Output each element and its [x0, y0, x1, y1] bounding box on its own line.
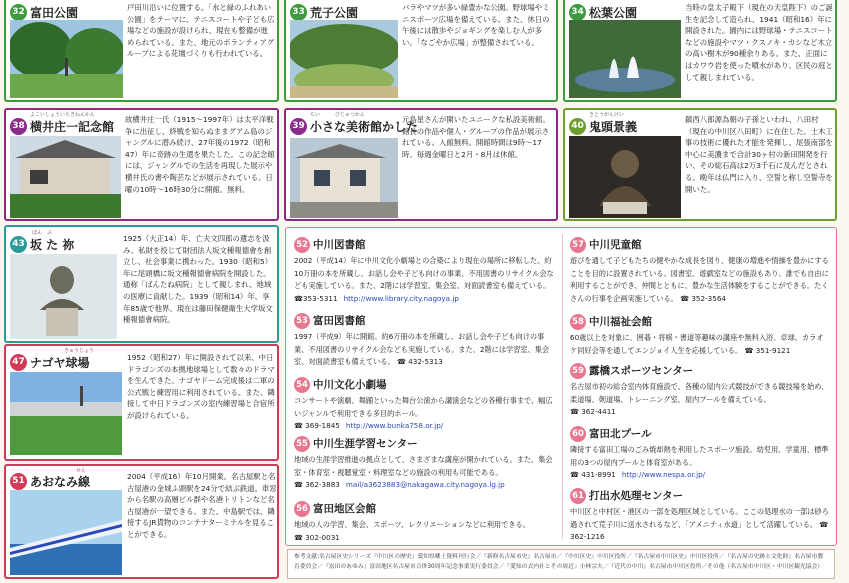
facility-item — [294, 310, 554, 369]
card-aonami-line — [4, 464, 279, 579]
card-heading — [290, 2, 358, 21]
stadium-photo — [10, 372, 122, 455]
facility-number: 52 — [294, 237, 310, 253]
card-description: バラやマツが多い緑豊かな公園。野球場やミニスポーツ広場を備えている。また、休日の午後には散歩やジョギングを楽しむ人が多い。「なごやか広場」が整備されている。 — [402, 3, 550, 47]
facility-item — [570, 423, 830, 482]
facility-phone: ☎ 432-5313 — [396, 357, 443, 367]
facility-number: 58 — [570, 314, 586, 330]
facility-description: 地域の人の学習、集会、スポーツ、レクリエーションなどに利用できる。 — [294, 520, 530, 529]
facility-number: 57 — [570, 237, 586, 253]
facility-phone: ☎ 369-1845 — [294, 421, 340, 431]
title-ruby: よこいしょういちきねんかん — [30, 112, 96, 118]
park-photo — [10, 20, 123, 98]
facility-item — [294, 433, 554, 492]
card-arako-park — [284, 0, 558, 102]
card-number: 43 — [10, 236, 27, 253]
card-heading — [10, 352, 90, 371]
facility-phone: ☎353-5311 — [294, 293, 338, 303]
title-ruby: ちい びじゅつかん — [310, 112, 366, 118]
card-title: 小さな美術館かした — [310, 120, 419, 134]
facility-title: 富田地区会館 — [313, 503, 376, 515]
facility-list-right — [562, 228, 837, 545]
title-ruby: きゅうじょう — [64, 348, 95, 354]
title-ruby: きとうがんけい — [589, 112, 625, 118]
card-heading — [569, 2, 637, 21]
facility-number: 60 — [570, 426, 586, 442]
facility-phone: ☎ 362-3883 — [294, 480, 340, 490]
museum-photo — [290, 138, 398, 218]
bust-statue-photo — [10, 254, 117, 339]
facility-description: 隣接する富田工場のごみ焼却熱を利用したスポーツ施設。幼児用、学童用、標準用の3つの屋内プールと体育室がある。 — [570, 445, 829, 467]
facility-phone: ☎ 351-9121 — [744, 345, 791, 355]
card-yokoi-memorial — [4, 108, 279, 221]
card-number: 32 — [10, 4, 27, 21]
card-ban-tane — [4, 225, 279, 343]
card-description: 鎮西八郎源為朝の子孫といわれ、八田村（現在の中川区八田町）に在住した。土木工事の技術に優れた才能を発揮し、尾張南部を中心に美濃まで合計30ヶ村の新田開発を行い、その総石高は2万3千石に及んだとされる。晩年は仏門に入り、空誓と称し空誓寺を開いた。 — [685, 115, 833, 194]
card-description: 2004（平成16）年10月開業。名古屋駅と名古屋港の金城ふ頭駅を24分で結ぶ鉄道。車窓から名駅の高層ビル群や名港トリトンなど名古屋港が一望できる。また、中島駅では、隣接するJR貨物のコンテナターミナルを見ることができる。 — [127, 472, 277, 539]
card-description: 1952（昭和27）年に開設されて以来、中日ドラゴンズの本拠地球場として数々のドラマを生んできた。ナゴヤドーム完成後は二軍の公式戦と練習用に利用されている。また、隣接して中日ドラゴンズの室内練習場と合宿所が設けられている。 — [127, 353, 275, 420]
card-description: 元島星さんが開いたユニークな私設美術館。館長の作品や個人・グループの作品が展示されている。入館無料。開館時間は9時〜17時。毎週金曜日と2月・8月は休館。 — [402, 115, 550, 159]
facility-description: 名古屋市初の総合室内体育施設で、各種の屋内公式競技ができる競技場を始め、柔道場、剣道場、トレーニング室、屋内プールを備えている。 — [570, 382, 829, 404]
facilities-panel — [285, 227, 837, 546]
facility-url-link[interactable]: http://www.bunka758.or.jp/ — [345, 421, 444, 431]
facility-number: 53 — [294, 313, 310, 329]
card-title: 松葉公園 — [589, 6, 638, 20]
facility-title: 富田北プール — [589, 428, 652, 440]
facility-item — [294, 498, 554, 544]
facility-item — [570, 311, 830, 357]
facility-description: 地域の生涯学習推進の拠点として、さまざまな講座が開かれている。また、集会室・体育室・視聴覚室・料理室などの施設の利用も可能である。 — [294, 455, 553, 477]
facility-description: 1997（平成9）年に開館。約6万冊の本を所蔵し、お話し会や子ども向けの事業、不用図書のリサイクル会なども実施している。また、2階には学習室、集会室、対面読書室も備えている。 — [294, 332, 550, 367]
facility-title: 中川生涯学習センター — [313, 438, 418, 450]
card-title: 鬼頭景義 — [589, 120, 638, 134]
facility-number: 61 — [570, 488, 586, 504]
train-photo — [10, 490, 122, 575]
card-title: あおなみ線 — [30, 475, 91, 489]
card-tomita-park — [4, 0, 279, 102]
facility-email-link[interactable]: mail/a3623883@nakagawa.city.nagoya.lg.jp — [345, 480, 505, 490]
card-heading — [10, 234, 74, 253]
card-title: 富田公園 — [30, 6, 79, 20]
card-heading — [10, 2, 78, 21]
card-title: 坂 た 祢 — [30, 238, 75, 252]
facility-description: 60歳以上を対象に、囲碁・将棋・書道等趣味の講座や無料入浴、卓球、カラオケ同好会等を通してエンジョイ人生を応援している。 — [570, 333, 824, 355]
facility-title: 露橋スポーツセンター — [589, 365, 694, 377]
facility-number: 59 — [570, 363, 586, 379]
card-title: ナゴヤ球場 — [30, 356, 90, 370]
facility-phone: ☎ 362-1216 — [570, 519, 829, 542]
facility-item — [294, 234, 554, 305]
facility-url-link[interactable]: http://www.nespa.or.jp/ — [621, 470, 706, 480]
facility-number: 54 — [294, 377, 310, 393]
card-number: 51 — [10, 473, 27, 490]
card-matsuba-park — [563, 0, 837, 102]
card-title: 荒子公園 — [310, 6, 359, 20]
card-heading — [10, 116, 114, 135]
card-description: 故横井庄一氏（1915〜1997年）は太平洋戦争に出征し、終戦を知らぬままグアム島のジャングルに潜み続け、27年後の1972（昭和47）年に奇跡の生還を果たした。この記念館には、ジャングルでの生活を再現した展示や横井氏の書や陶芸などが展示されている。日曜の10時〜16時30分に開館。無料。 — [125, 115, 275, 194]
card-title: 横井庄一記念館 — [30, 120, 115, 134]
facility-number: 56 — [294, 501, 310, 517]
facility-title: 中川文化小劇場 — [313, 379, 387, 391]
card-number: 47 — [10, 354, 27, 371]
card-nagoya-stadium — [4, 344, 279, 461]
title-ruby: ばん ぶ — [32, 230, 53, 236]
facility-title: 中川福祉会館 — [589, 316, 652, 328]
statue-photo — [569, 136, 681, 218]
card-description: 当時の皇太子殿下（現在の天皇陛下）のご誕生を記念して造られ、1941（昭和16）年に開設された。園内には野球場・テニスコートなどの施設やマツ・クスノキ・カシなど木立の高い樹木が90種余りある。また、正面にはカワウ岩を使った噴水があり、区民の庭として親しまれている。 — [685, 3, 833, 82]
facility-description: 2002（平成14）年に中川文化小劇場との合築により現在の場所に移転した。約10万冊の本を所蔵し、お話し会や子ども向けの事業、不用図書のリサイクル会なども実施している。また、2階には学習室、集会室、対面読書室も備えている。 — [294, 256, 554, 291]
facility-item — [294, 374, 554, 433]
card-number: 33 — [290, 4, 307, 21]
facility-item — [570, 485, 830, 544]
facility-item — [570, 360, 830, 419]
card-heading — [10, 471, 90, 490]
facility-phone: ☎ 352-3564 — [680, 293, 726, 303]
title-ruby: せん — [76, 468, 87, 474]
card-number: 34 — [569, 4, 586, 21]
facility-list-left — [286, 228, 562, 545]
facility-title: 打出水処理センター — [589, 490, 684, 502]
facility-phone: ☎ 431-8991 — [570, 470, 616, 480]
card-heading — [569, 116, 637, 135]
facility-description: コンサートや演劇、舞踊といった舞台公演から講演会などの各種行事まで、幅広いジャンルで利用できる多目的ホール。 — [294, 396, 553, 418]
references-note: 参考文献:名古屋区史シリーズ『中川区の歴史』愛知県郷土資料刊行会／『新修名古屋市史』名古屋市／『中川区史』中川区役所／『名古屋市中川区史』中川区役所／『名古屋の史跡と文化財』名古屋市教育委員会／『富田のあゆみ』富田地区名古屋市合併30周年記念事業実行委員会／『愛知の式内社とその周辺』小林宗夫／『近代の中川』名古屋市中川区役所／その他（名古屋市中川区・中川区観光協会） — [287, 549, 835, 579]
facility-item — [570, 234, 830, 305]
card-number: 38 — [10, 118, 27, 135]
facility-title: 中川児童館 — [589, 239, 642, 251]
facility-phone: ☎ 302-0031 — [294, 532, 340, 542]
facility-number: 55 — [294, 436, 310, 452]
facility-phone: ☎ 362-4411 — [570, 407, 616, 417]
card-small-art-museum — [284, 108, 558, 221]
card-description: 戸田川沿いに位置する。「水と緑のふれあい公園」をテーマに、テニスコートや子ども広場などの施設が設けられ、現在も整備が進められている。また、地元のボランティアグループによる花壇づくりも行われている。 — [127, 3, 275, 59]
memorial-house-photo — [10, 136, 121, 218]
facility-description: 中川区と中村区・港区の一部を処理区域としている。ここの処理水の一部は砂ろ過されて荒子川に送水されるなど、「アメニティ水道」として活躍している。 — [570, 507, 829, 529]
card-number: 39 — [290, 118, 307, 135]
facility-title: 富田図書館 — [313, 315, 366, 327]
facility-title: 中川図書館 — [313, 239, 366, 251]
card-description: 1925（大正14）年、亡夫文四郎の遺志を汲み、私財を投じて財団法人坂文種報德會を創立し、社会事業に携わった。1930（昭和5）年に尾頭橋に坂文種報德會病院を開設した。通称「ばんたね病院」として親しまれ、地域の医療に貢献した。1939（昭和14）年、享年85歳で他界。現在は藤田保健衛生大学坂文種報德會病院。 — [123, 234, 273, 325]
facility-description: 遊びを通して子どもたちの健やかな成長を図り、健康の増進や情操を豊かにすることを目的に設置されている。図書室、遊戯室などの施設もあり、誰でも自由に利用することができ、仲間とともに、豊かな生活体験をすることができる。たくさんの行事を企画実施している。 — [570, 256, 829, 303]
card-kito-kageyoshi — [563, 108, 837, 221]
fountain-photo — [569, 20, 681, 98]
card-heading — [290, 116, 418, 135]
park-photo — [290, 20, 398, 98]
facility-url-link[interactable]: http://www.library.city.nagoya.jp — [343, 293, 459, 303]
card-number: 40 — [569, 118, 586, 135]
